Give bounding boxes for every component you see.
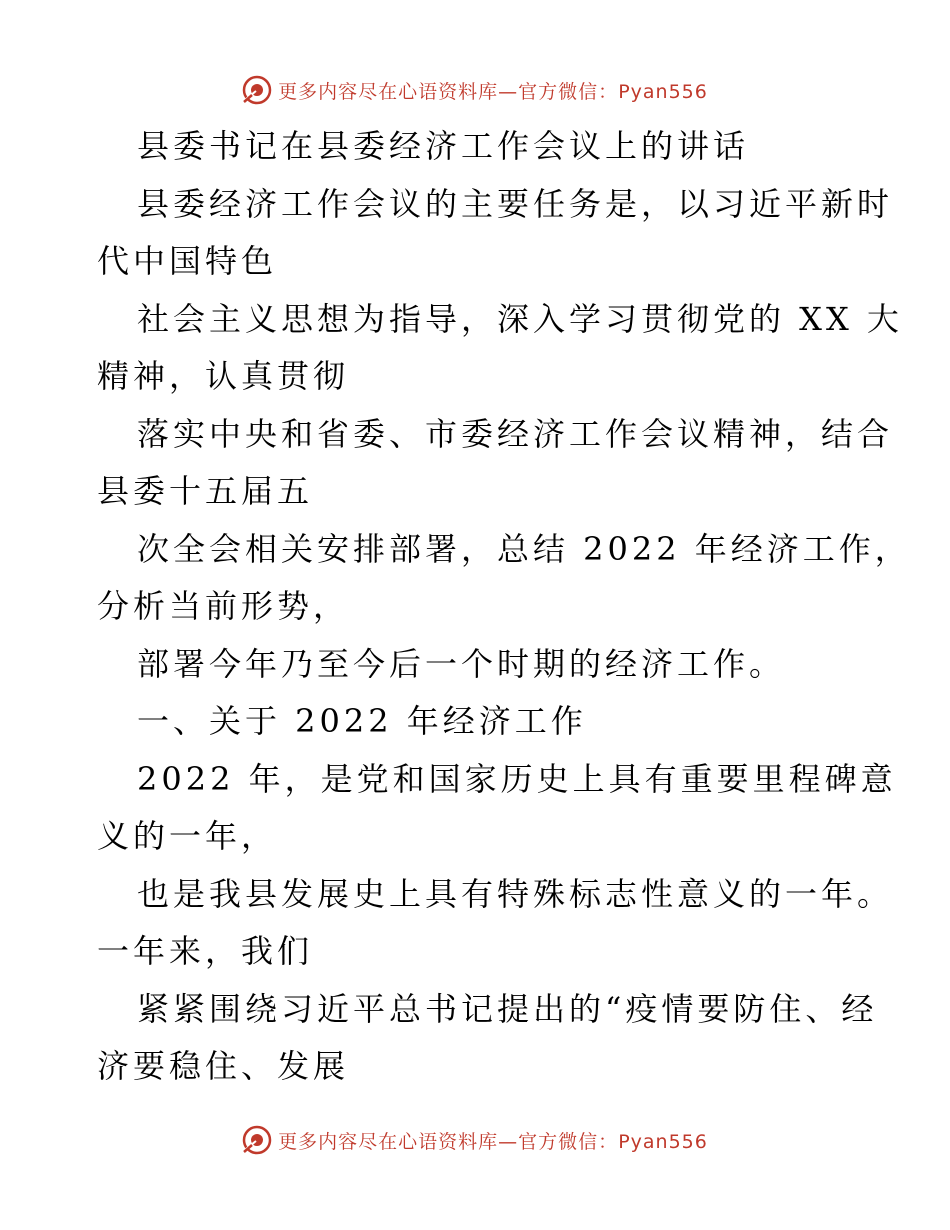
document-line: 县委十五届五 — [97, 472, 314, 510]
document-line: 义的一年， — [97, 817, 278, 855]
footer-banner-wechat-id: Pyan556 — [618, 1130, 708, 1153]
document-line: 2022 年，是党和国家历史上具有重要里程碑意 — [137, 759, 897, 798]
document-line: 分析当前形势， — [97, 587, 350, 625]
footer-banner — [0, 1120, 950, 1160]
footer-banner-separator: — — [498, 1130, 519, 1153]
header-banner-wechat-label: 官方微信： — [518, 80, 619, 103]
header-banner-wechat-id: Pyan556 — [618, 80, 708, 103]
document-line: 济要稳住、发展 — [97, 1047, 350, 1085]
document-line: 部署今年乃至今后一个时期的经济工作。 — [137, 644, 786, 683]
footer-banner-wechat-label: 官方微信： — [518, 1130, 619, 1153]
document-line: 一、关于 2022 年经济工作 — [137, 702, 587, 740]
document-line: 紧紧围绕习近平总书记提出的“疫情要防住、经 — [137, 989, 878, 1028]
document-line: 也是我县发展史上具有特殊标志性意义的一年。 — [137, 874, 894, 913]
document-line: 精神，认真贯彻 — [97, 357, 350, 395]
header-banner-main: 更多内容尽在心语资料库 — [278, 80, 499, 103]
document-line: 落实中央和省委、市委经济工作会议精神，结合 — [137, 414, 894, 453]
document-line: 县委书记在县委经济工作会议上的讲话 — [137, 127, 750, 165]
document-line: 一年来，我们 — [97, 932, 314, 970]
header-banner-separator: — — [498, 80, 519, 103]
header-banner-text — [278, 77, 708, 104]
document-line: 社会主义思想为指导，深入学习贯彻党的 XX 大 — [137, 299, 903, 338]
header-banner — [0, 70, 950, 110]
logo-icon — [242, 75, 272, 105]
document-line: 代中国特色 — [97, 242, 278, 280]
footer-banner-main: 更多内容尽在心语资料库 — [278, 1130, 499, 1153]
document-body — [97, 118, 911, 1096]
footer-banner-text — [278, 1127, 708, 1154]
logo-icon — [242, 1125, 272, 1155]
document-line: 县委经济工作会议的主要任务是，以习近平新时 — [137, 184, 894, 223]
document-line: 次全会相关安排部署，总结 2022 年经济工作， — [137, 529, 911, 568]
